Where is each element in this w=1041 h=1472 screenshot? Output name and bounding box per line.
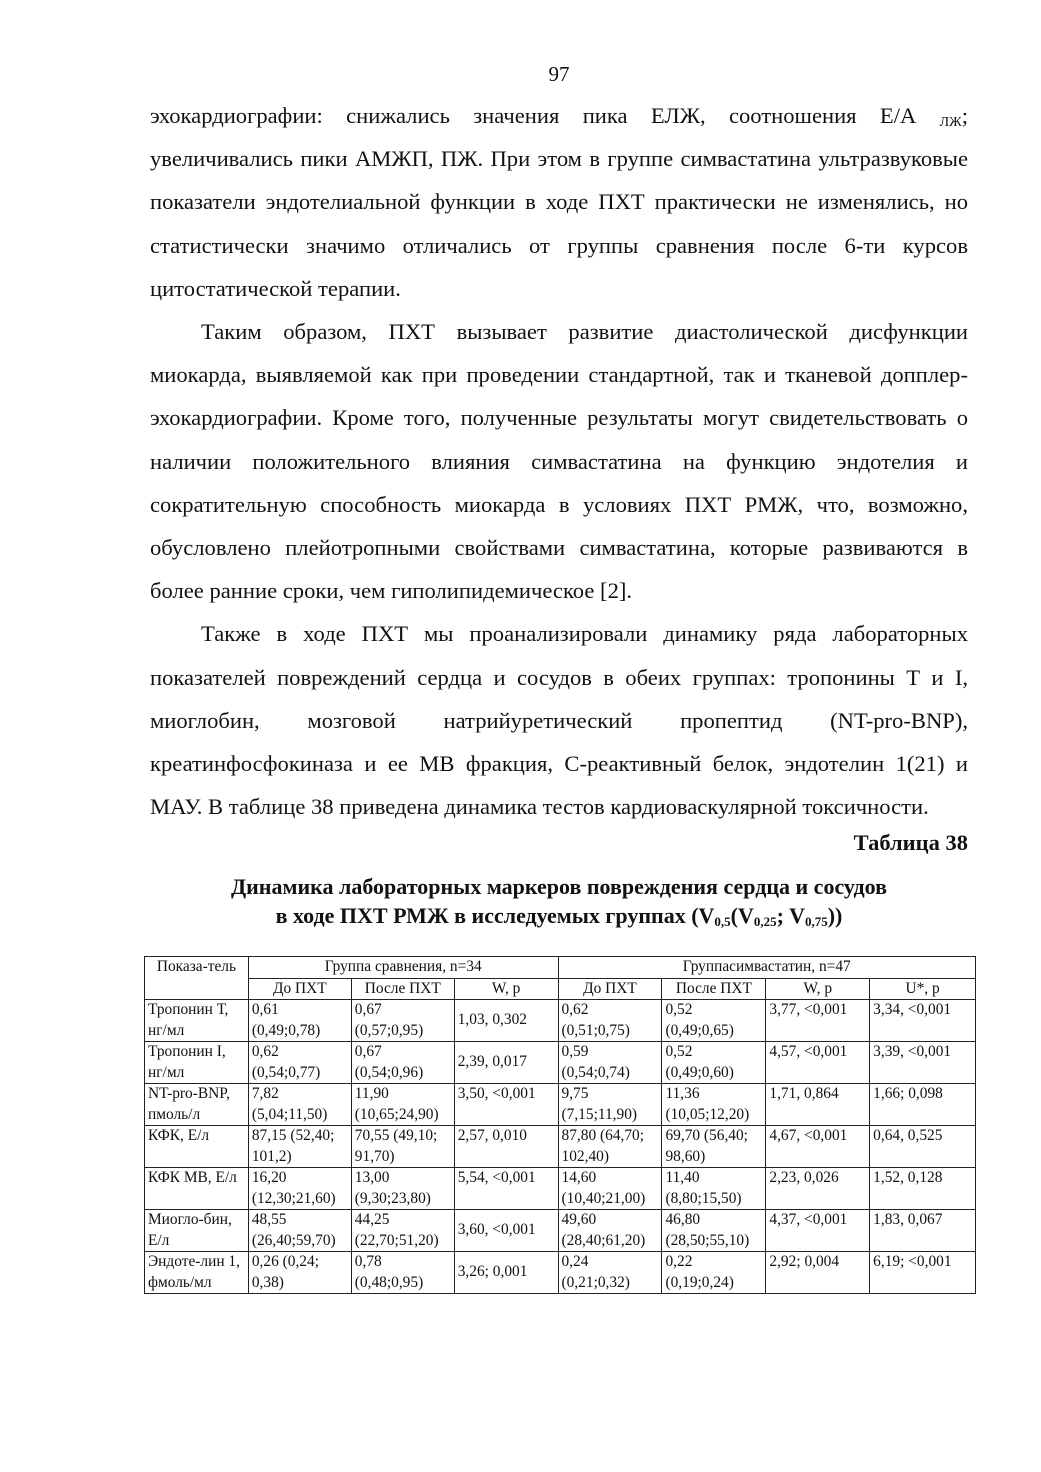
cell-g2-wp: 2,92; 0,004 xyxy=(766,1252,870,1294)
header-g2-after: После ПХТ xyxy=(662,978,766,1000)
paragraph-1: эхокардиографии: снижались значения пика ЕЛЖ, соотношения Е/А $_{ЛЖ}$; увеличивались пики АМЖП, ПЖ. При этом в группе симвастатина ультразвуковые показатели эндотелиальной функции в ходе ПХТ практически не изменялись, но статистически значимо отличались от группы сравнения после 6-ти курсов цитостатической терапии. xyxy=(150,103,968,301)
table-row xyxy=(145,1084,976,1126)
cell-g1-wp: 2,39, 0,017 xyxy=(454,1042,558,1084)
cell-g1-before: 16,20 (12,30;21,60) xyxy=(248,1168,351,1210)
cell-g1-wp: 5,54, <0,001 xyxy=(454,1168,558,1210)
cell-name: Миогло-бин, Е/л xyxy=(145,1210,249,1252)
cell-g1-before: 0,62 (0,54;0,77) xyxy=(248,1042,351,1084)
table-row xyxy=(145,1126,976,1168)
cell-g2-after: 11,36 (10,05;12,20) xyxy=(662,1084,766,1126)
cell-g2-after: 11,40 (8,80;15,50) xyxy=(662,1168,766,1210)
cell-g2-after: 0,52 (0,49;0,60) xyxy=(662,1042,766,1084)
cell-g1-after: 0,78 (0,48;0,95) xyxy=(351,1252,454,1294)
cell-g2-before: 0,24 (0,21;0,32) xyxy=(558,1252,662,1294)
cell-up: 3,39, <0,001 xyxy=(870,1042,976,1084)
table-row xyxy=(145,1252,976,1294)
cell-up: 1,83, 0,067 xyxy=(870,1210,976,1252)
cell-g1-before: 87,15 (52,40; 101,2) xyxy=(248,1126,351,1168)
header-group-comparison: Группа сравнения, n=34 xyxy=(248,957,558,979)
cell-name: Тропонин Т, нг/мл xyxy=(145,1000,249,1042)
cell-g1-before: 48,55 (26,40;59,70) xyxy=(248,1210,351,1252)
table-title-line-1: Динамика лабораторных маркеров повреждения сердца и сосудов xyxy=(231,874,887,899)
cell-g1-wp: 3,50, <0,001 xyxy=(454,1084,558,1126)
cell-g2-after: 0,22 (0,19;0,24) xyxy=(662,1252,766,1294)
paragraph-2: Таким образом, ПХТ вызывает развитие диастолической дисфункции миокарда, выявляемой как при проведении стандартной, так и тканевой допплер-эхокардиографии. Кроме того, полученные результаты могут свидетельствовать о наличии положительного влияния симвастатина на функцию эндотелия и сократительную способность миокарда в условиях ПХТ РМЖ, что, возможно, обусловлено плейотропными свойствами симвастатина, которые развиваются в более ранние сроки, чем гиполипидемическое [2]. xyxy=(150,319,968,604)
header-g2-before: До ПХТ xyxy=(558,978,662,1000)
table-body xyxy=(145,1000,976,1294)
cell-g2-before: 0,62 (0,51;0,75) xyxy=(558,1000,662,1042)
table-row xyxy=(145,1042,976,1084)
header-group-simvastatin: Группасимвастатин, n=47 xyxy=(558,957,975,979)
table-title-line-2: в ходе ПХТ РМЖ в исследуемых группах ($V_{0,5}(V_{0,25}$; $V_{0,75}$)) xyxy=(275,903,843,929)
cell-g2-before: 9,75 (7,15;11,90) xyxy=(558,1084,662,1126)
cell-g1-after: 70,55 (49,10; 91,70) xyxy=(351,1126,454,1168)
cell-g2-wp: 1,71, 0,864 xyxy=(766,1084,870,1126)
table-row xyxy=(145,1168,976,1210)
cell-g2-wp: 4,57, <0,001 xyxy=(766,1042,870,1084)
cell-g1-wp: 2,57, 0,010 xyxy=(454,1126,558,1168)
cell-g1-wp: 1,03, 0,302 xyxy=(454,1000,558,1042)
cell-g1-after: 0,67 (0,54;0,96) xyxy=(351,1042,454,1084)
cell-g2-wp: 3,77, <0,001 xyxy=(766,1000,870,1042)
table-label: Таблица 38 xyxy=(853,830,968,855)
body-text xyxy=(150,94,968,828)
cell-up: 1,66; 0,098 xyxy=(870,1084,976,1126)
page-number: 97 xyxy=(548,62,570,86)
cell-g2-after: 0,52 (0,49;0,65) xyxy=(662,1000,766,1042)
cell-g2-wp: 4,37, <0,001 xyxy=(766,1210,870,1252)
cell-g2-before: 14,60 (10,40;21,00) xyxy=(558,1168,662,1210)
table-title xyxy=(150,872,968,930)
header-g2-wp: W, p xyxy=(766,978,870,1000)
cell-g1-wp: 3,26; 0,001 xyxy=(454,1252,558,1294)
cell-g1-after: 44,25 (22,70;51,20) xyxy=(351,1210,454,1252)
cell-g2-before: 49,60 (28,40;61,20) xyxy=(558,1210,662,1252)
cell-g2-after: 69,70 (56,40; 98,60) xyxy=(662,1126,766,1168)
header-up: U*, p xyxy=(870,978,976,1000)
cell-name: КФК МВ, Е/л xyxy=(145,1168,249,1210)
cell-g1-after: 0,67 (0,57;0,95) xyxy=(351,1000,454,1042)
cell-g2-before: 87,80 (64,70; 102,40) xyxy=(558,1126,662,1168)
cell-up: 1,52, 0,128 xyxy=(870,1168,976,1210)
table-row xyxy=(145,1000,976,1042)
cell-name: Тропонин I, нг/мл xyxy=(145,1042,249,1084)
cell-g2-wp: 2,23, 0,026 xyxy=(766,1168,870,1210)
cell-up: 3,34, <0,001 xyxy=(870,1000,976,1042)
header-g1-after: После ПХТ xyxy=(351,978,454,1000)
cell-up: 6,19; <0,001 xyxy=(870,1252,976,1294)
header-indicator: Показа-тель xyxy=(145,957,249,1000)
cell-g1-before: 0,26 (0,24; 0,38) xyxy=(248,1252,351,1294)
cell-g2-before: 0,59 (0,54;0,74) xyxy=(558,1042,662,1084)
subscript-lv: ЛЖ xyxy=(939,115,962,130)
cell-g1-after: 11,90 (10,65;24,90) xyxy=(351,1084,454,1126)
cell-g1-wp: 3,60, <0,001 xyxy=(454,1210,558,1252)
cell-up: 0,64, 0,525 xyxy=(870,1126,976,1168)
paragraph-3: Также в ходе ПХТ мы проанализировали динамику ряда лабораторных показателей повреждений сердца и сосудов в обеих группах: тропонины Т и I, миоглобин, мозговой натрийуретический пропептид (NT-pro-BNP), креатинфосфокиназа и ее МВ фракция, С-реактивный белок, эндотелин 1(21) и МАУ. В таблице 38 приведена динамика тестов кардиоваскулярной токсичности. xyxy=(150,621,968,820)
header-g1-before: До ПХТ xyxy=(248,978,351,1000)
cell-g2-after: 46,80 (28,50;55,10) xyxy=(662,1210,766,1252)
header-g1-wp: W, p xyxy=(454,978,558,1000)
cell-g1-before: 7,82 (5,04;11,50) xyxy=(248,1084,351,1126)
cell-g2-wp: 4,67, <0,001 xyxy=(766,1126,870,1168)
table-row xyxy=(145,1210,976,1252)
cell-name: NT-pro-BNP, пмоль/л xyxy=(145,1084,249,1126)
cell-g1-after: 13,00 (9,30;23,80) xyxy=(351,1168,454,1210)
cell-name: КФК, Е/л xyxy=(145,1126,249,1168)
cell-g1-before: 0,61 (0,49;0,78) xyxy=(248,1000,351,1042)
cell-name: Эндоте-лин 1, фмоль/мл xyxy=(145,1252,249,1294)
lab-markers-table xyxy=(144,956,976,1294)
